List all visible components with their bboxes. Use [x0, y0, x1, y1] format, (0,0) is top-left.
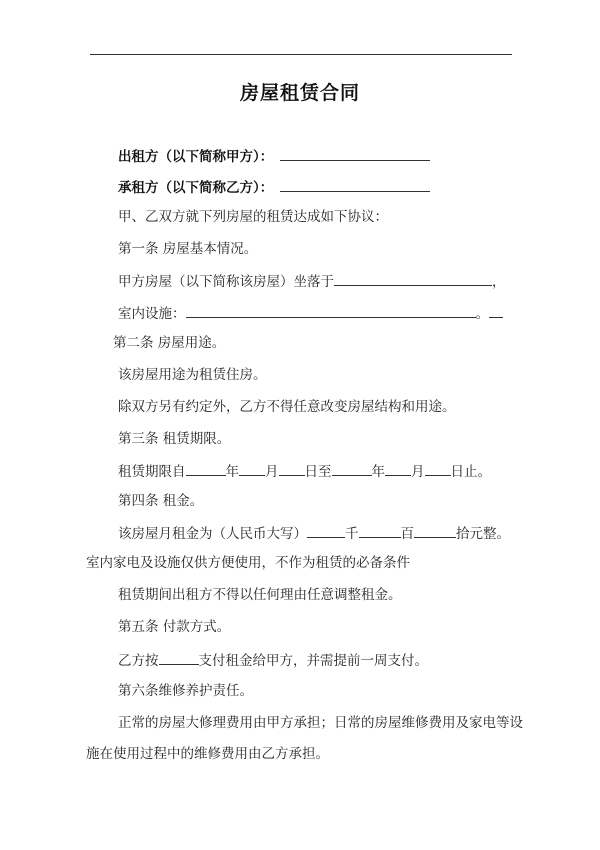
- article2-line1: 该房屋用途为租赁住房。: [118, 367, 267, 383]
- article4-line3: 租赁期间出租方不得以任何理由任意调整租金。: [118, 587, 402, 603]
- payment-prefix: 乙方按: [118, 653, 159, 669]
- lessor-blank[interactable]: [280, 146, 430, 161]
- start-year-unit: 年: [225, 464, 239, 480]
- start-month-unit: 月: [265, 464, 279, 480]
- article2-heading: 第二条 房屋用途。: [113, 335, 226, 351]
- payment-suffix: 支付租金给甲方，并需提前一周支付。: [198, 653, 428, 669]
- article3-heading: 第三条 租赁期限。: [118, 431, 231, 447]
- lessee-field: [118, 177, 430, 197]
- lessee-blank[interactable]: [280, 177, 430, 192]
- article4-rent: [118, 523, 510, 543]
- article6-heading: 第六条维修养护责任。: [118, 683, 253, 699]
- article1-facilities: [118, 303, 503, 323]
- rent-thousand-unit: 千: [345, 526, 359, 542]
- article1-facilities-prefix: 室内设施：: [118, 306, 186, 322]
- end-year-blank[interactable]: [332, 461, 372, 476]
- article6-line1: 正常的房屋大修理费用由甲方承担；日常的房屋维修费用及家电等设: [118, 715, 523, 731]
- facilities-extra-blank[interactable]: [489, 303, 503, 318]
- end-year-unit: 年: [371, 464, 385, 480]
- end-month-unit: 月: [411, 464, 425, 480]
- payment-method-blank[interactable]: [159, 650, 199, 665]
- rent-ten-blank[interactable]: [414, 523, 456, 538]
- term-day-to: 日至: [304, 464, 332, 480]
- rent-prefix: 该房屋月租金为（人民币大写）: [118, 526, 307, 542]
- end-day-blank[interactable]: [425, 461, 451, 476]
- article1-location-suffix: ，: [492, 274, 506, 290]
- rent-hundred-blank[interactable]: [359, 523, 401, 538]
- end-month-blank[interactable]: [385, 461, 411, 476]
- article4-line2: 室内家电及设施仅供方便使用，不作为租赁的必备条件: [86, 555, 410, 571]
- article1-heading: 第一条 房屋基本情况。: [118, 241, 258, 257]
- article3-term: [118, 461, 491, 481]
- start-day-blank[interactable]: [279, 461, 305, 476]
- location-blank[interactable]: [334, 271, 492, 286]
- article1-location-prefix: 甲方房屋（以下简称该房屋）坐落于: [118, 274, 334, 290]
- rent-hundred-unit: 百: [400, 526, 414, 542]
- article1-facilities-suffix: 。: [475, 306, 489, 322]
- rent-thousand-blank[interactable]: [307, 523, 345, 538]
- facilities-blank[interactable]: [186, 303, 476, 318]
- intro-paragraph: 甲、乙双方就下列房屋的租赁达成如下协议：: [118, 209, 388, 225]
- lessor-field: [118, 146, 430, 166]
- article2-line2: 除双方另有约定外，乙方不得任意改变房屋结构和用途。: [118, 399, 456, 415]
- article1-location: [118, 271, 506, 291]
- article5-heading: 第五条 付款方式。: [118, 619, 231, 635]
- article4-heading: 第四条 租金。: [118, 493, 204, 509]
- article5-payment: [118, 650, 428, 670]
- lessee-label: 承租方（以下简称乙方）：: [118, 180, 274, 196]
- document-title: 房屋租赁合同: [239, 82, 360, 104]
- rent-end: 拾元整。: [456, 526, 510, 542]
- start-month-blank[interactable]: [239, 461, 265, 476]
- start-year-blank[interactable]: [186, 461, 226, 476]
- lessor-label: 出租方（以下简称甲方）：: [118, 149, 274, 165]
- article6-line2: 施在使用过程中的维修费用由乙方承担。: [86, 746, 329, 762]
- term-prefix: 租赁期限自: [118, 464, 186, 480]
- top-divider: [90, 54, 512, 55]
- term-end: 日止。: [450, 464, 491, 480]
